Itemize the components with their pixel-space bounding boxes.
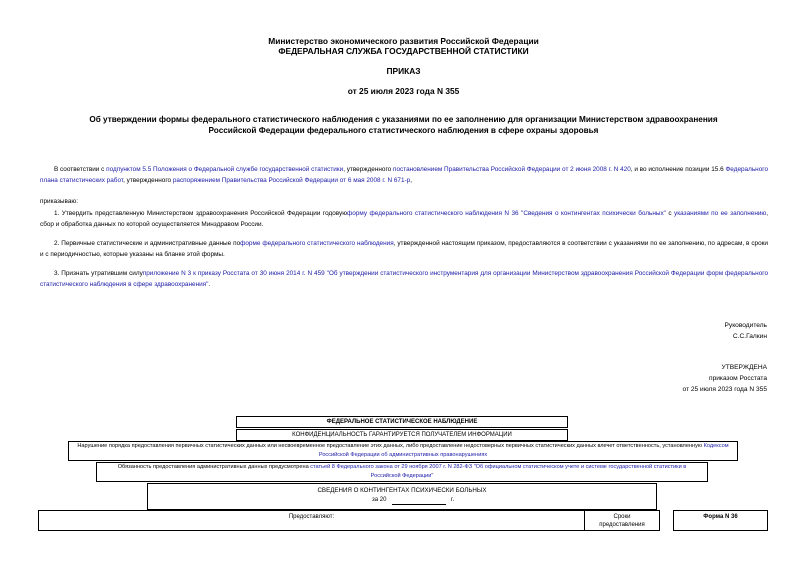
approval-line1: УТВЕРЖДЕНА [721,364,767,371]
link-instructions[interactable]: указаниями по ее заполнению [674,210,767,217]
link-federal-form[interactable]: форме федерального статистического наблюдения [240,240,394,247]
link-federal-law-282[interactable]: статьей 8 Федерального закона от 29 ноября 2007 г. N 282-ФЗ "Об официальном статистическом учете и системе государственной статистики в Российской Федерации" [310,464,687,479]
provides-label: Предоставляют: [288,514,335,520]
federal-observation-box: ФЕДЕРАЛЬНОЕ СТАТИСТИЧЕСКОЕ НАБЛЮДЕНИЕ [236,416,568,428]
approval-line3: от 25 июля 2023 года N 355 [682,386,767,393]
link-government-decree[interactable]: постановлением Правительства Российской Федерации от 2 июня 2008 г. N 420 [393,166,631,173]
paragraph-3: 2. Первичные статистические и административные данные поформе федерального статистического наблюдения, утвержденной настоящим приказом, предоставляются в соответствии с указаниями по ее заполнению, по адресам, в сроки и с периодичностью, которые указаны на бланке этой формы. [40,240,768,258]
service-name: ФЕДЕРАЛЬНАЯ СЛУЖБА ГОСУДАРСТВЕННОЙ СТАТИСТИКИ [278,46,529,56]
violation-notice-box: Нарушение порядка предоставления первичных статистических данных или несвоевременное предоставление этих данных, либо предоставление недостоверных первичных статистических данных влечет ответственность, установленную Кодексом Российской Федерации об административных правонарушениях [68,441,738,461]
form-title: СВЕДЕНИЯ О КОНТИНГЕНТАХ ПСИХИЧЕСКИ БОЛЬНЫХ [317,487,487,494]
link-form-36[interactable]: форму федерального статистического наблюдения N 36 "Сведения о контингентах психически больных" [347,210,666,217]
period-year-line [392,504,446,505]
signature-name: С.С.Галкин [732,333,767,340]
doc-date: от 25 июля 2023 года N 355 [347,86,460,96]
ministry-name: Министерство экономического развития Российской Федерации [268,36,539,46]
form-number: Форма N 36 [703,514,738,520]
deadlines-cell [584,510,660,531]
link-regulation[interactable]: подпунктом 5.5 Положения о Федеральной службе государственной статистики [106,166,344,173]
link-administrative-code[interactable]: Кодексом Российской Федерации об административных правонарушениях [318,443,729,458]
period-prefix: за 20 [372,497,387,503]
order-word: приказываю: [40,198,78,205]
approval-line2: приказом Росстата [709,375,767,382]
duty-notice-box: Обязанность предоставления административных данных предусмотрена статьей 8 Федерального закона от 29 ноября 2007 г. N 282-ФЗ "Об официальном статистическом учете и системе государственной статистики в Российской Федерации" [96,462,708,482]
link-government-order[interactable]: распоряжением Правительства Российской Федерации от 6 мая 2008 г. N 671-р [172,176,411,184]
link-statistical-plan[interactable]: Федерального плана статистических работ [40,166,769,184]
period-suffix: г. [451,497,455,503]
paragraph-1: В соответствии с подпунктом 5.5 Положения о Федеральной службе государственной статистики, утвержденного постановлением Правительства Российской Федерации от 2 июня 2008 г. N 420, и во исполнение позиции 15.6 Федерального плана статистических работ, утвержденного распоряжением Правительства Российской Федерации от 6 мая 2008 г. N 671-р, [40,166,769,184]
deadlines-label: Сроки предоставления [599,514,645,528]
form-number-cell [673,510,768,531]
doc-title-line1: Об утверждении формы федерального статистического наблюдения с указаниями по ее заполнению для организации Министерством здравоохранения [89,115,718,124]
paragraph-2: 1. Утвердить представленную Министерством здравоохранения Российской Федерации годовуюформу федерального статистического наблюдения N 36 "Сведения о контингентах психически больных" с указаниями по ее заполнению, сбор и обработка данных по которой осуществляется Минздравом России. [40,210,769,228]
signature-role: Руководитель [724,322,767,329]
link-rosstat-order-459[interactable]: приложение N 3 к приказу Росстата от 30 июня 2014 г. N 459 "Об утверждении статистического инструментария для организации Министерством здравоохранения Российской Федерации форм федерального статистического наблюдения в сфере здравоохранения" [40,270,768,288]
form-title-box [147,483,657,510]
paragraph-4: 3. Признать утратившим силуприложение N 3 к приказу Росстата от 30 июня 2014 г. N 459 "Об утверждении статистического инструментария для организации Министерством здравоохранения Российской Федерации форм федерального статистического наблюдения в сфере здравоохранения". [40,270,768,288]
provides-cell [38,510,585,531]
doc-type: ПРИКАЗ [386,66,421,76]
doc-title-line2: Российской Федерации федерального статистического наблюдения в сфере охраны здоровья [208,126,599,135]
confidentiality-box: КОНФИДЕНЦИАЛЬНОСТЬ ГАРАНТИРУЕТСЯ ПОЛУЧАТЕЛЕМ ИНФОРМАЦИИ [236,429,568,441]
